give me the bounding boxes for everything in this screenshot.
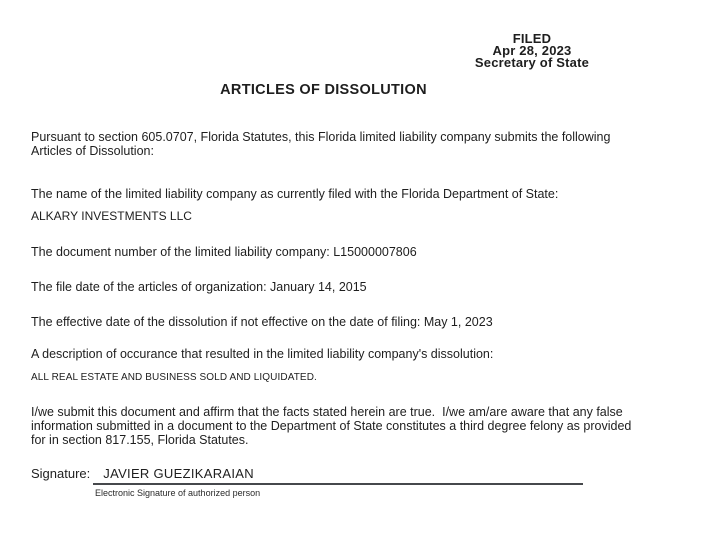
filed-stamp <box>432 33 632 69</box>
company-name-prompt: The name of the limited liability company as currently filed with the Florida Department of State: <box>31 187 559 201</box>
affirmation-paragraph: I/we submit this document and affirm that the facts stated herein are true. I/we am/are aware that any false information submitted in a document to the Department of State constitutes a third degree felony as provided for in section 817.155, Florida Statutes. <box>31 405 635 447</box>
company-name-value: ALKARY INVESTMENTS LLC <box>31 209 192 223</box>
dissolution-description-prompt: A description of occurance that resulted in the limited liability company's dissolution: <box>31 347 494 361</box>
stamp-filed-text: FILED <box>512 31 552 46</box>
effective-date-line: The effective date of the dissolution if not effective on the date of filing: May 1, 2023 <box>31 315 493 329</box>
signature-value: JAVIER GUEZIKARAIAN <box>103 466 254 481</box>
stamp-filed-office: Secretary of State <box>474 55 590 70</box>
document-number-line: The document number of the limited liability company: L15000007806 <box>31 245 417 259</box>
signature-caption: Electronic Signature of authorized person <box>95 488 261 498</box>
intro-paragraph: Pursuant to section 605.0707, Florida Statutes, this Florida limited liability company submits the following Articles of Dissolution: <box>31 130 611 158</box>
page-title: ARTICLES OF DISSOLUTION <box>220 82 427 98</box>
signature-label: Signature: <box>31 466 91 481</box>
signature-line <box>93 483 583 485</box>
stamp-filed-date: Apr 28, 2023 <box>492 43 572 58</box>
signature-row <box>31 467 254 481</box>
file-date-line: The file date of the articles of organization: January 14, 2015 <box>31 280 367 294</box>
dissolution-description-value: ALL REAL ESTATE AND BUSINESS SOLD AND LIQUIDATED. <box>31 372 317 383</box>
